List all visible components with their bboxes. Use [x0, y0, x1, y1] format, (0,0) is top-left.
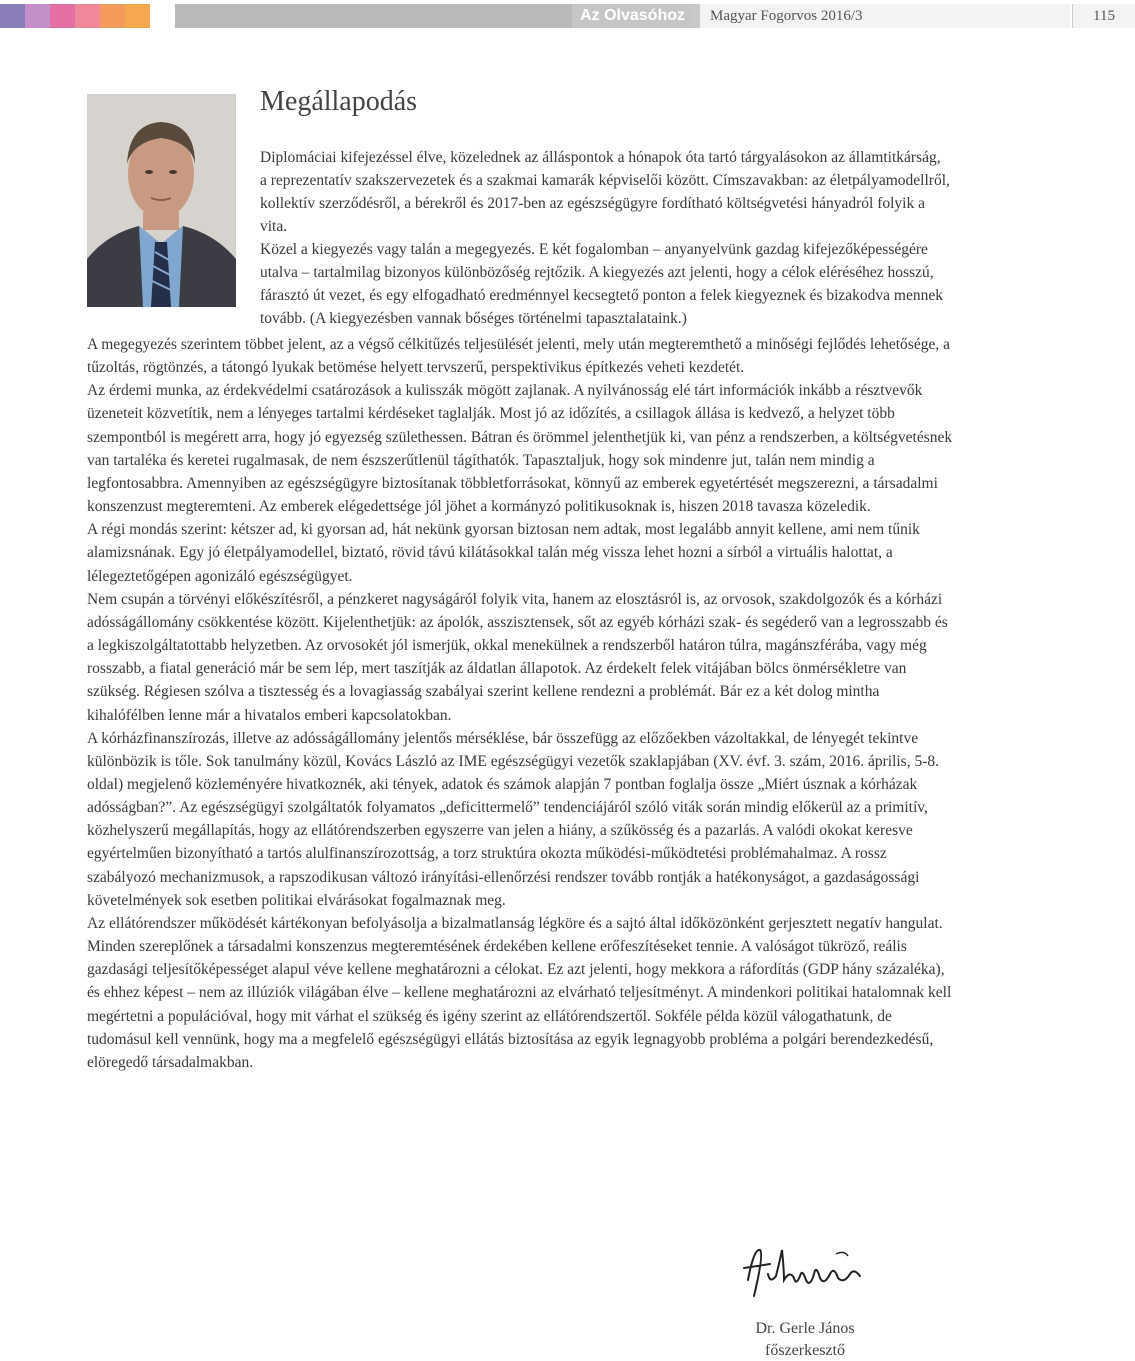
color-swatch	[125, 4, 150, 28]
intro-block	[260, 146, 950, 330]
body-paragraph: A régi mondás szerint: kétszer ad, ki gyorsan ad, hát nekünk gyorsan biztosan nem adtak, most legalább annyit kellene, ami nem tűnik alamizsnának. Egy jó életpályamodellel, biztató, rövid távú kilátásokkal talán még vissza lehet hozni a sírból a virtuális halottat, a lélegeztetőgépen agonizáló egészségügyet.	[87, 521, 920, 585]
color-swatch	[100, 4, 125, 28]
section-tag: Az Olvasóhoz	[572, 4, 693, 28]
body-paragraph: Nem csupán a törvényi előkészítésről, a pénzkeret nagyságáról folyik vita, hanem az elosztásról is, az orvosok, szakdolgozók és a kórházi adósságállomány csökkentése között. Kijelenthetjük: az ápolók, asszisztensek, sőt az egyéb kórházi szak- és segéderő van a legrosszabb és a legkiszolgáltatottabb helyzetben. Az orvosokét jól ismerjük, okkal menekülnek a rendszerből határon túlra, magánszférába, vagy még rosszabb, a fiatal generáció már be sem lép, mert taszítják az áldatlan állapotok. Az érdekelt felek vitájában bölcs önmérsékletre van szükség. Régiesen szólva a tisztesség és a lovagiasság szabályai szerint kellene rendezni a problémát. Bár ez a két dolog mintha kihalófélben lenne már a hivatalos emberi kapcsolatokban.	[87, 590, 948, 724]
body-paragraph: A kórházfinanszírozás, illetve az adósságállomány jelentős mérséklése, bár összefügg az előzőekben vázoltakkal, de lényegét tekintve különbözik is tőle. Sok tanulmány közül, Kovács László az IME egészségügyi vezetők szaklapjában (XV. évf. 3. szám, 2016. április, 5-8. oldal) megjelenő közleményére hivatkoznék, aki tények, adatok és számok alapján 7 pontban foglalja össze „Miért úsznak a kórházak adósságban?”. Az egészségügyi szolgáltatók folyamatos „deficittermelő” tendenciájáról szóló viták során mindig előkerül az a primitív, közhelyszerű megállapítás, hogy az ellátórendszerben egyszerre van jelen a hiány, a szűkösség és a pazarlás. A valódi okokat keresve egyértelműen bizonyítható a tartós alulfinanszírozottság, a torz struktúra okozta működési-működtetési problémahalmaz. A rossz szabályozó mechanizmusok, a rapszodikusan változó irányítási-ellenőrzési rendszer tovább rontják a hatékonyságot, a gazdaságossági követelmények sok esetben politikai elvárásokat fogalmaznak meg.	[87, 729, 940, 909]
running-header	[175, 4, 1115, 28]
intro-paragraph: Diplomáciai kifejezéssel élve, közelednek az álláspontok a hónapok óta tartó tárgyalásokon az államtitkárság, a reprezentatív szakszervezetek és a szakmai kamarák képviselői között. Címszavakban: az életpályamodellről, kollektív szerződésről, a bérekről és 2017-ben az egészségügyre fordítható költségvetési hányadról folyik a vita.	[260, 149, 950, 235]
color-swatch-strip	[0, 4, 150, 28]
body-paragraph: Az ellátórendszer működését kártékonyan befolyásolja a bizalmatlanság légköre és a sajtó által időközönként gerjesztett negatív hangulat. Minden szereplőnek a társadalmi konszenzus megteremtésének érdekében kellene erőfeszítéseket tennie. A valóságot tükröző, reális gazdasági teljesítőképességet alapul véve kellene meghatározni a célokat. Ez azt jelenti, hogy mekkora a ráfordítás (GDP hány százaléka), és ehhez képest – nem az illúziók világában élve – kellene meghatározni az elvárható teljesítményt. A mindenkori politikai hatalomnak kell megértetni a populációval, hogy mit várhat el szükség és igény szerint az ellátórendszertől. Sokféle példa közül válogathatunk, de tudomásul kell vennünk, hogy ma a megfelelő egészségügyi ellátás biztosítása az egyik legnagyobb probléma a polgári berendezkedésű, elöregedő társadalmakban.	[87, 914, 952, 1071]
journal-title: Magyar Fogorvos 2016/3	[700, 4, 1070, 28]
author-role: főszerkesztő	[765, 1342, 845, 1359]
color-swatch	[50, 4, 75, 28]
handwritten-signature	[740, 1240, 870, 1304]
color-swatch	[75, 4, 100, 28]
body-paragraph: A megegyezés szerintem többet jelent, az a végső célkitűzés teljesülését jelenti, mely után megteremthető a minőségi fejlődés lehetősége, a tűzoltás, rögtönzés, a tátongó lyukak betömése helyett tervszerű, perspektivikus építkezés veheti kezdetét.	[87, 336, 950, 377]
article-title: Megállapodás	[260, 86, 418, 117]
section-tag-band	[175, 4, 693, 28]
intro-paragraph: Közel a kiegyezés vagy talán a megegyezés. E két fogalomban – anyanyelvünk gazdag kifejezőképességére utalva – tartalmilag bizonyos különbözőség rejtőzik. A kiegyezés azt jelenti, hogy a célok eléréséhez hosszú, fárasztó út vezet, és egy elfogadható eredménnyel kecsegtető ponton a felek kiegyeznek és bizakodva mennek tovább. (A kiegyezésben vannak bőséges történelmi tapasztalataink.)	[260, 241, 943, 327]
article-body	[87, 333, 953, 1074]
author-photo	[87, 94, 236, 307]
color-swatch	[25, 4, 50, 28]
body-paragraph: Az érdemi munka, az érdekvédelmi csatározások a kulisszák mögött zajlanak. A nyilvánosság elé tárt információk inkább a résztvevők üzeneteit közvetítik, nem a lényeges tartalmi kérdéseket taglalják. Most jó az időzítés, a csillagok állása is kedvező, a helyzet több szempontból is megérett arra, hogy jó egyezség születhessen. Bátran és örömmel jelenthetjük ki, van pénz a rendszerben, a költségvetésnek van tartaléka és keretei rugalmasak, de nem észszerűtlenül tágíthatók. Tapasztaljuk, hogy sok mindenre jut, talán nem mindig a legfontosabbra. Amennyiben az egészségügyre biztosítanak többletforrásokat, könnyű az emberek egyetértését megszerezni, a társadalmi konszenzust megteremteni. Az emberek elégedettsége jól jöhet a kormányzó politikusoknak is, hiszen 2018 tavasza közeledik.	[87, 382, 953, 516]
color-swatch	[0, 4, 25, 28]
author-name: Dr. Gerle János	[755, 1320, 855, 1337]
page-number: 115	[1072, 4, 1135, 28]
